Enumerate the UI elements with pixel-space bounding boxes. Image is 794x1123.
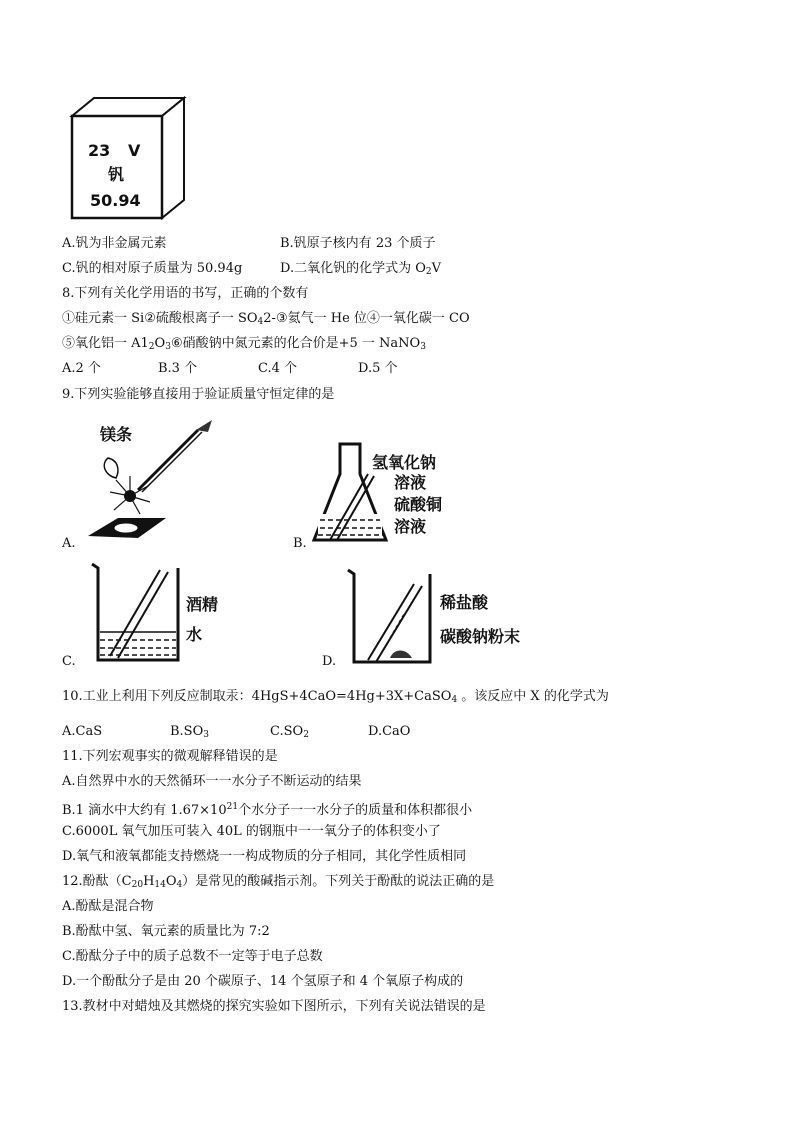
q11-option-c: C.6000L 氧气加压可装入 40L 的钢瓶中一一氧分子的体积变小了 xyxy=(62,824,441,839)
q13-stem: 13.教材中对蜡烛及其燃烧的探究实验如下图所示，下列有关说法错误的是 xyxy=(62,999,486,1014)
element-mass: 50.94 xyxy=(90,191,141,210)
q8-option-d: D.5 个 xyxy=(358,361,398,376)
q10-option-d: D.CaO xyxy=(368,724,411,739)
fig-b-label-3: 硫酸铜 xyxy=(394,495,443,514)
q7-option-d: D.二氧化钒的化学式为 $O_2V$ xyxy=(280,261,442,277)
q8-option-b: B.3 个 xyxy=(158,361,198,376)
fig-c-beaker xyxy=(86,560,246,666)
fig-a-magnesium-burning xyxy=(78,410,238,550)
element-number: 23 xyxy=(88,141,111,160)
fig-b-letter: B. xyxy=(293,536,307,551)
q9-stem: 9.下列实验能够直接用于验证质量守恒定律的是 xyxy=(62,387,335,402)
element-symbol: V xyxy=(128,141,141,160)
fig-a-label: 镁条 xyxy=(100,425,133,444)
element-card-figure xyxy=(62,94,194,224)
fig-c-label-1: 酒精 xyxy=(186,595,219,614)
q12-option-a: A.酚酞是混合物 xyxy=(62,899,154,914)
q10-option-c: $C.SO_2$ xyxy=(270,724,309,740)
fig-c-label-2: 水 xyxy=(186,625,203,644)
q10-option-b: $B.SO_3$ xyxy=(170,724,209,740)
fig-b-label-2: 溶液 xyxy=(394,473,427,492)
q8-stem: 8.下列有关化学用语的书写，正确的个数有 xyxy=(62,286,309,301)
fig-b-label-4: 溶液 xyxy=(394,517,427,536)
q11-option-b: B.1 滴水中大约有 $1.67\times 10^{21}$个水分子一一水分子的质量和体积都很小 xyxy=(62,802,473,818)
fig-a-letter: A. xyxy=(62,536,76,551)
q7-option-b: B.钒原子核内有 23 个质子 xyxy=(280,236,436,251)
q7-option-c: C.钒的相对原子质量为 50.94g xyxy=(62,261,243,276)
q12-option-b: B.酚酞中氢、氧元素的质量比为 7:2 xyxy=(62,924,270,939)
fig-d-beaker xyxy=(340,566,540,666)
q8-line2: ⑤氧化铝一 $A1_2O_3⑥$硝酸钠中氮元素的化合价是+5 一 NaNO$_3$ xyxy=(62,336,426,352)
fig-d-letter: D. xyxy=(322,654,337,669)
q10-option-a: A.CaS xyxy=(62,724,103,739)
fig-b-conical-flask xyxy=(310,440,480,550)
fig-d-label-2: 碳酸钠粉末 xyxy=(440,627,521,646)
element-name: 钒 xyxy=(108,165,125,184)
q10-stem: 10.工业上利用下列反应制取汞：4HgS+4CaO=4Hg+3X+CaSO$_4$ 。该反应中 X 的化学式为 xyxy=(62,689,609,705)
fig-b-label-1: 氢氧化钠 xyxy=(372,453,437,472)
fig-c-letter: C. xyxy=(62,654,76,669)
q8-option-c: C.4 个 xyxy=(258,361,298,376)
q8-line1: ①硅元素一 Si②硫酸根离子一 $SO_42-③$氦气一 He 位④一氧化碳一 CO xyxy=(62,311,470,327)
q11-option-d: D.氧气和液氧都能支持燃烧一一构成物质的分子相同，其化学性质相同 xyxy=(62,849,467,864)
q12-option-d: D.一个酚酞分子是由 20 个碳原子、14 个氢原子和 4 个氧原子构成的 xyxy=(62,974,464,989)
q12-option-c: C.酚酞分子中的质子总数不一定等于电子总数 xyxy=(62,949,323,964)
q8-option-a: A.2 个 xyxy=(62,361,101,376)
fig-d-label-1: 稀盐酸 xyxy=(440,593,489,612)
q11-option-a: A.自然界中水的天然循环一一水分子不断运动的结果 xyxy=(62,774,362,789)
q11-stem: 11.下列宏观事实的微观解释错误的是 xyxy=(62,749,278,764)
q7-option-a: A.钒为非金属元素 xyxy=(62,236,167,251)
q12-stem: 12.酚酞$(C_{20}H_{14}O_4)$是常见的酸碱指示剂。下列关于酚酞的说法正确的是 xyxy=(62,874,495,890)
